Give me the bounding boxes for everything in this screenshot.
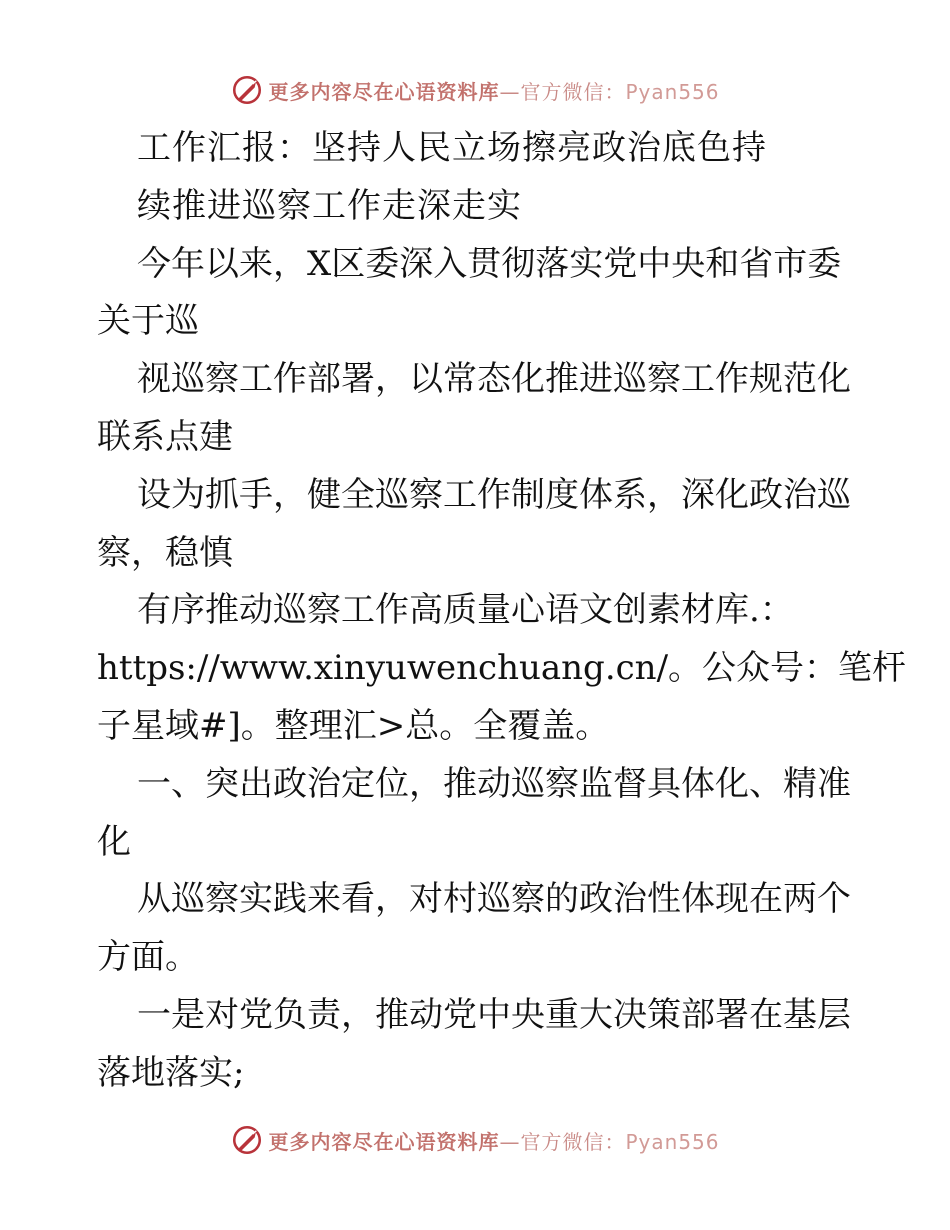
- watermark-text: [268, 76, 719, 105]
- paragraph-line: 有序推动巡察工作高质量心语文创素材库.：: [137, 590, 794, 631]
- watermark-brand: 更多内容尽在心语资料库: [268, 1129, 500, 1154]
- header-watermark: [0, 70, 950, 110]
- paragraph-line: 子星域#]。整理汇>总。全覆盖。: [97, 705, 610, 746]
- watermark-contact-handle: Pyan556: [625, 79, 720, 104]
- document-title-line-2: 续推进巡察工作走深走实: [137, 185, 522, 226]
- paragraph-line: 联系点建: [97, 416, 233, 457]
- paragraph-line: 一是对党负责，推动党中央重大决策部署在基层: [137, 994, 851, 1035]
- paragraph-line: 关于巡: [97, 301, 199, 342]
- paragraph-line: 落地落实;: [97, 1052, 245, 1093]
- watermark-separator: —: [499, 1129, 521, 1154]
- paragraph-line: 设为抓手，健全巡察工作制度体系，深化政治巡: [137, 474, 851, 515]
- brand-logo-icon: [230, 73, 264, 107]
- document-title-line-1: 工作汇报：坚持人民立场擦亮政治底色持: [137, 128, 767, 168]
- watermark-contact-handle: Pyan556: [625, 1129, 720, 1154]
- section-heading-line: 化: [97, 821, 131, 862]
- watermark-contact-label: 官方微信：: [520, 79, 626, 104]
- paragraph-line: 从巡察实践来看，对村巡察的政治性体现在两个: [137, 879, 851, 920]
- brand-logo-icon: [230, 1123, 264, 1157]
- paragraph-line: 视巡察工作部署，以常态化推进巡察工作规范化: [137, 359, 851, 400]
- watermark-text: [268, 1126, 719, 1155]
- footer-watermark: [0, 1120, 950, 1160]
- paragraph-line-url: https://www.xinyuwenchuang.cn/。公众号：笔杆: [97, 648, 907, 689]
- watermark-separator: —: [499, 79, 521, 104]
- watermark-contact-label: 官方微信：: [520, 1129, 626, 1154]
- watermark-brand: 更多内容尽在心语资料库: [268, 79, 500, 104]
- paragraph-line: 今年以来，X区委深入贯彻落实党中央和省市委: [137, 243, 842, 284]
- document-body: [97, 120, 907, 1103]
- section-heading-line: 一、突出政治定位，推动巡察监督具体化、精准: [137, 763, 851, 804]
- paragraph-line: 方面。: [97, 937, 199, 978]
- paragraph-line: 察，稳慎: [97, 532, 233, 573]
